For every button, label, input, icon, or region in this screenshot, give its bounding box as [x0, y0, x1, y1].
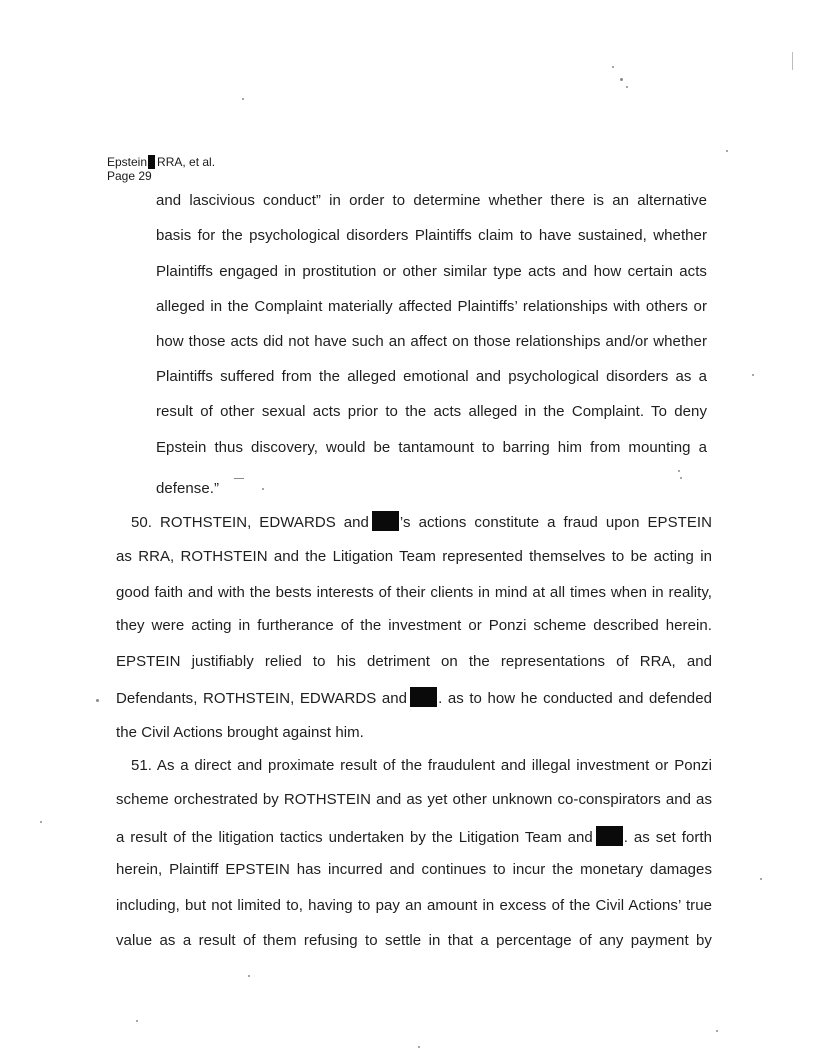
scan-speck [680, 477, 682, 479]
quote-line: alleged in the Complaint materially affected Plaintiffs’ relationships with others or [156, 298, 707, 315]
quote-line: how those acts did not have such an affect on those relationships and/or whether [156, 333, 707, 350]
para50-line: good faith and with the bests interests of their clients in mind at all times when in reality, [116, 584, 712, 601]
para50-line: EPSTEIN justifiably relied to his detriment on the representations of RRA, and [116, 653, 712, 670]
scan-speck [716, 1030, 718, 1032]
para50-line [116, 687, 712, 708]
para50-line [131, 511, 712, 532]
scan-speck [752, 374, 754, 376]
quote-last-line: defense.” [156, 480, 219, 497]
scan-speck [418, 1046, 420, 1048]
page-header [107, 155, 215, 183]
para51-text: . as set forth [623, 829, 712, 846]
scan-speck [678, 470, 680, 472]
case-caption [107, 155, 215, 169]
para51-line [116, 826, 712, 847]
case-caption-right: RRA, et al. [157, 155, 216, 169]
scan-speck [612, 66, 614, 68]
scan-speck [626, 86, 628, 88]
para50-text: . as to how he conducted and defended [438, 690, 712, 707]
para51-line: herein, Plaintiff EPSTEIN has incurred and continues to incur the monetary damages [116, 861, 712, 878]
scan-speck [242, 98, 244, 100]
scan-speck [726, 150, 728, 152]
page-number: Page 29 [107, 169, 152, 183]
scan-speck [262, 488, 264, 490]
scan-speck [40, 821, 42, 823]
para50-line: the Civil Actions brought against him. [116, 724, 364, 741]
quote-line: Plaintiffs suffered from the alleged emotional and psychological disorders as a [156, 368, 707, 385]
scan-speck [96, 699, 99, 702]
redaction-bar [596, 826, 623, 846]
para51-line: value as a result of them refusing to settle in that a percentage of any payment by [116, 932, 712, 949]
redaction-bar [148, 155, 155, 169]
redaction-bar [372, 511, 399, 531]
scan-speck [234, 478, 244, 479]
quote-line: and lascivious conduct” in order to determine whether there is an alternative [156, 192, 707, 209]
para50-redacted-segment [407, 690, 712, 707]
quote-line: Plaintiffs engaged in prostitution or other similar type acts and how certain acts [156, 263, 707, 280]
scan-speck [248, 975, 250, 977]
scan-speck [620, 78, 623, 81]
para50-text: ’s actions constitute a fraud upon EPSTEIN [399, 514, 712, 531]
scan-speck [792, 52, 793, 70]
para51-line: including, but not limited to, having to pay an amount in excess of the Civil Actions’ true [116, 897, 712, 914]
para50-line: they were acting in furtherance of the investment or Ponzi scheme described herein. [116, 617, 712, 634]
para50-redacted-segment [369, 514, 712, 531]
para51-text: a result of the litigation tactics undertaken by the Litigation Team and [116, 829, 593, 846]
para51-redacted-segment [593, 829, 712, 846]
para50-line: as RRA, ROTHSTEIN and the Litigation Team represented themselves to be acting in [116, 548, 712, 565]
para51-line: 51. As a direct and proximate result of the fraudulent and illegal investment or Ponzi [131, 757, 712, 774]
scan-speck [136, 1020, 138, 1022]
redaction-bar [410, 687, 437, 707]
quote-line: result of other sexual acts prior to the acts alleged in the Complaint. To deny [156, 403, 707, 420]
scan-speck [760, 878, 762, 880]
para50-text: 50. ROTHSTEIN, EDWARDS and [131, 514, 369, 531]
para51-line: scheme orchestrated by ROTHSTEIN and as yet other unknown co-conspirators and as [116, 791, 712, 808]
case-caption-left: Epstein [107, 155, 148, 169]
quote-line: Epstein thus discovery, would be tantamount to barring him from mounting a [156, 439, 707, 456]
quote-line: basis for the psychological disorders Plaintiffs claim to have sustained, whether [156, 227, 707, 244]
para50-text: Defendants, ROTHSTEIN, EDWARDS and [116, 690, 408, 707]
